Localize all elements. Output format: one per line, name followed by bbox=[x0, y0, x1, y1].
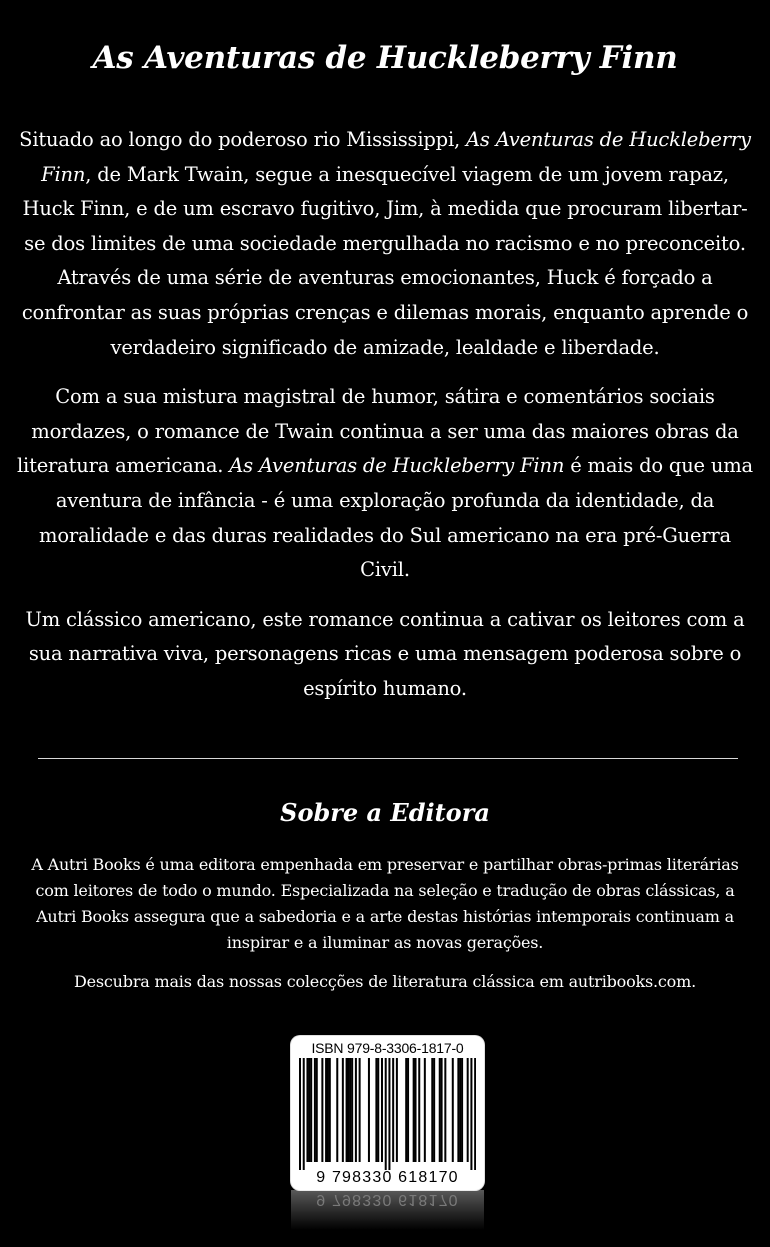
barcode-bar bbox=[407, 1058, 409, 1162]
barcode-bar bbox=[392, 1058, 394, 1162]
barcode-bar bbox=[349, 1058, 351, 1162]
barcode-bar bbox=[457, 1058, 459, 1162]
section-divider bbox=[38, 758, 738, 759]
barcode-bar bbox=[415, 1058, 417, 1162]
barcode-bar bbox=[355, 1058, 357, 1162]
barcode-bar bbox=[413, 1058, 415, 1162]
isbn-barcode bbox=[291, 1036, 484, 1190]
description-italic-title: As Aventuras de Huckleberry Finn bbox=[41, 128, 751, 186]
barcode-bar bbox=[325, 1058, 327, 1162]
description-italic-title: As Aventuras de Huckleberry Finn bbox=[229, 454, 565, 478]
barcode-bar bbox=[433, 1058, 435, 1162]
barcode-bar bbox=[424, 1058, 426, 1162]
barcode-bar bbox=[441, 1058, 443, 1162]
description-text: é mais do que uma aventura de infância - é uma exploração profunda da identidade, da moralidade e das duras realidades do Sul americano na era pré-Guerra Civil. bbox=[39, 454, 753, 582]
barcode-digits: 9 798330 618170 bbox=[316, 1169, 459, 1186]
barcode-bar bbox=[418, 1058, 420, 1162]
description-text: , de Mark Twain, segue a inesquecível viagem de um jovem rapaz, Huck Finn, e de um escravo fugitivo, Jim, à medida que procuram libertar-se dos limites de uma sociedade mergulhada no racismo e no preconceito. Através de uma série de aventuras emocionantes, Huck é forçado a confrontar as suas próprias crenças e dilemas morais, enquanto aprende o verdadeiro significado de amizade, lealdade e liberdade. bbox=[21, 162, 749, 359]
barcode-bar bbox=[306, 1058, 308, 1162]
description-text: Situado ao longo do poderoso rio Mississippi, bbox=[19, 128, 466, 151]
barcode-bar bbox=[308, 1058, 310, 1162]
barcode-reflection bbox=[291, 1190, 484, 1230]
description-paragraph-2 bbox=[16, 380, 754, 588]
barcode-reflection-digits: 9 798330 618170 bbox=[316, 1191, 459, 1208]
barcode-bar bbox=[351, 1058, 353, 1162]
barcode-bar bbox=[321, 1058, 323, 1162]
barcode-bar bbox=[467, 1058, 469, 1162]
barcode-bar bbox=[439, 1058, 441, 1162]
publisher-paragraph-2: Descubra mais das nossas colecções de literatura clássica em autribooks.com. bbox=[74, 972, 696, 991]
barcode-bar bbox=[359, 1058, 361, 1162]
barcode-bar bbox=[377, 1058, 379, 1162]
barcode-bar bbox=[375, 1058, 377, 1162]
barcode-bar bbox=[347, 1058, 349, 1162]
barcode-bar bbox=[329, 1058, 331, 1162]
barcode-bar bbox=[474, 1058, 476, 1170]
description-paragraph-3: Um clássico americano, este romance continua a cativar os leitores com a sua narrativa viva, personagens ricas e uma mensagem poderosa sobre o espírito humano. bbox=[25, 607, 745, 700]
description-text: Com a sua mistura magistral de humor, sátira e comentários sociais mordazes, o romance de Twain continua a ser uma das maiores obras da literatura americana. bbox=[17, 385, 739, 478]
barcode-bar bbox=[396, 1058, 398, 1162]
barcode-bars bbox=[299, 1058, 476, 1170]
barcode-bar bbox=[388, 1058, 390, 1170]
barcode-bar bbox=[470, 1058, 472, 1170]
publisher-info bbox=[14, 852, 756, 1008]
description-paragraph-1 bbox=[16, 123, 754, 365]
barcode-bar bbox=[459, 1058, 461, 1162]
barcode-bar bbox=[342, 1058, 344, 1162]
barcode-bar bbox=[310, 1058, 312, 1162]
barcode-bar bbox=[346, 1058, 348, 1162]
book-description bbox=[16, 123, 754, 722]
barcode-bar bbox=[405, 1058, 407, 1162]
barcode-bar bbox=[316, 1058, 318, 1162]
barcode-bar bbox=[299, 1058, 301, 1170]
barcode-bar bbox=[452, 1058, 454, 1162]
publisher-paragraph-1: A Autri Books é uma editora empenhada em preservar e partilhar obras-primas literárias com leitores de todo o mundo. Especializada na seleção e tradução de obras clássicas, a Autri Books assegura que a sabedoria e a arte destas histórias intemporais continuam a inspirar e a iluminar as novas gerações. bbox=[31, 855, 739, 952]
barcode-bar bbox=[461, 1058, 463, 1162]
barcode-bar bbox=[314, 1058, 316, 1162]
book-title: As Aventuras de Huckleberry Finn bbox=[92, 40, 678, 76]
barcode-bar bbox=[444, 1058, 446, 1162]
publisher-heading: Sobre a Editora bbox=[280, 798, 490, 827]
barcode-bar bbox=[385, 1058, 387, 1170]
barcode-bar bbox=[431, 1058, 433, 1162]
barcode-bar bbox=[336, 1058, 338, 1162]
isbn-label: ISBN 979-8-3306-1817-0 bbox=[311, 1040, 464, 1056]
barcode-bar bbox=[368, 1058, 370, 1162]
barcode-bar bbox=[381, 1058, 383, 1162]
barcode-bar bbox=[303, 1058, 305, 1170]
barcode-bar bbox=[327, 1058, 329, 1162]
